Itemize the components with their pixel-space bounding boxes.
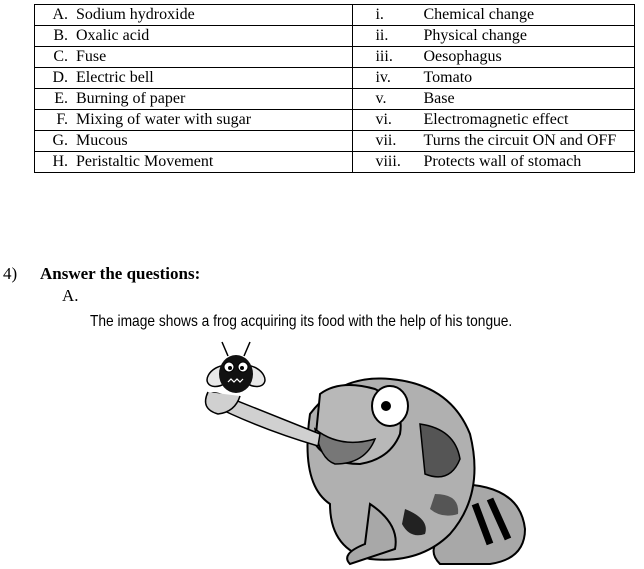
frog-catching-fly-illustration (190, 334, 550, 569)
left-text: Sodium hydroxide (76, 6, 195, 23)
right-cell (353, 131, 635, 152)
right-text: Base (423, 90, 455, 107)
right-cell (353, 47, 635, 68)
right-numeral: v. (375, 90, 387, 107)
left-text: Mixing of water with sugar (76, 111, 252, 128)
table-row (35, 89, 635, 110)
left-letter: F. (56, 111, 68, 128)
left-cell (35, 110, 353, 131)
left-text: Mucous (76, 132, 128, 149)
left-letter: C. (53, 48, 68, 65)
right-numeral: vi. (375, 111, 392, 128)
left-letter: H. (52, 153, 68, 170)
right-cell (353, 26, 635, 47)
right-numeral: iii. (375, 48, 393, 65)
right-text: Tomato (423, 69, 473, 86)
left-cell (35, 89, 353, 110)
left-cell (35, 47, 353, 68)
left-cell (35, 131, 353, 152)
question-title: Answer the questions: (40, 264, 201, 283)
right-numeral: ii. (375, 27, 389, 44)
left-letter: E. (54, 90, 68, 107)
sub-question-label: A. (62, 286, 79, 305)
left-cell (35, 5, 353, 26)
table-row (35, 26, 635, 47)
left-text: Electric bell (76, 69, 154, 86)
right-numeral: i. (375, 6, 384, 23)
table-row (35, 47, 635, 68)
left-letter: G. (52, 132, 68, 149)
right-text: Protects wall of stomach (423, 153, 582, 170)
right-cell (353, 68, 635, 89)
right-cell (353, 5, 635, 26)
image-caption: The image shows a frog acquiring its food with the help of his tongue. (90, 313, 513, 330)
right-text: Chemical change (423, 6, 535, 23)
match-table (34, 4, 635, 173)
right-text: Electromagnetic effect (423, 111, 569, 128)
table-row (35, 68, 635, 89)
left-text: Oxalic acid (76, 27, 150, 44)
left-letter: D. (52, 69, 68, 86)
left-cell (35, 26, 353, 47)
left-letter: B. (53, 27, 68, 44)
left-text: Fuse (76, 48, 107, 65)
table-row (35, 152, 635, 173)
right-cell (353, 152, 635, 173)
right-text: Physical change (423, 27, 528, 44)
right-text: Turns the circuit ON and OFF (423, 132, 617, 149)
right-numeral: iv. (375, 69, 391, 86)
question-number: 4) (3, 264, 18, 283)
right-numeral: viii. (375, 153, 401, 170)
left-cell (35, 68, 353, 89)
right-cell (353, 89, 635, 110)
left-cell (35, 152, 353, 173)
table-row (35, 131, 635, 152)
right-cell (353, 110, 635, 131)
right-numeral: vii. (375, 132, 397, 149)
right-text: Oesophagus (423, 48, 502, 65)
table-row (35, 5, 635, 26)
left-letter: A. (52, 6, 68, 23)
left-text: Peristaltic Movement (76, 153, 214, 170)
left-text: Burning of paper (76, 90, 186, 107)
table-row (35, 110, 635, 131)
